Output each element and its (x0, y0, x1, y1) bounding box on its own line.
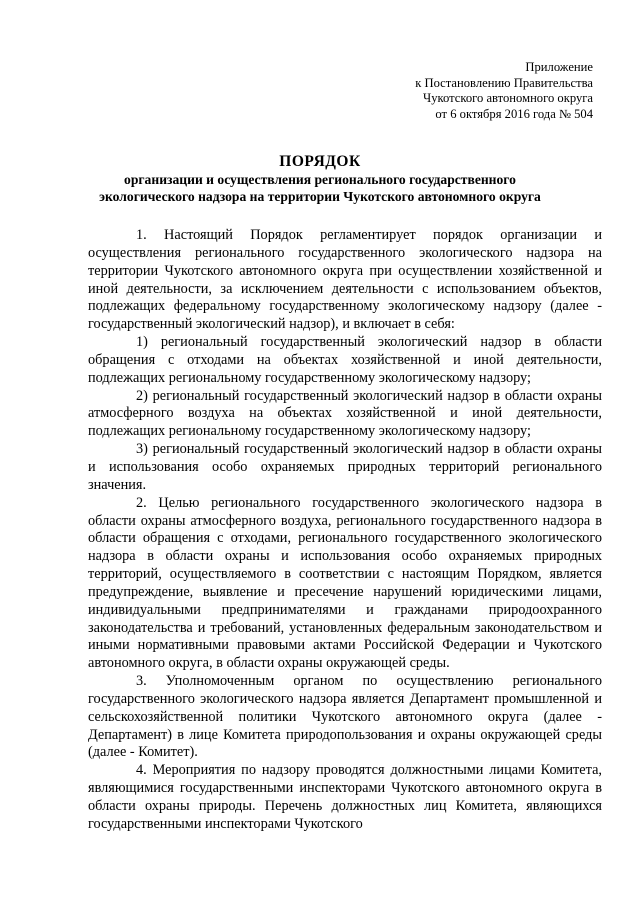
title-subtitle-line-1: организации и осуществления регионального государственного (124, 172, 516, 187)
paragraph-4: 4. Мероприятия по надзору проводятся должностными лицами Комитета, являющимися государственными инспекторами Чукотского автономного округа в области охраны природы. Перечень должностных лиц Комитета, являющихся государственными инспекторами Чукотского (88, 762, 602, 832)
paragraph-1-item-3: 3) региональный государственный экологический надзор в области охраны и использования особо охраняемых природных территорий регионального значения. (88, 441, 602, 493)
appendix-region: Чукотского автономного округа (423, 91, 593, 106)
paragraph-1-item-1: 1) региональный государственный экологический надзор в области обращения с отходами на объектах хозяйственной и иной деятельности, подлежащих региональному государственному экологическому надзору; (88, 334, 602, 386)
appendix-resolution-ref: к Постановлению Правительства (415, 75, 593, 90)
title-main: ПОРЯДОК (279, 153, 361, 170)
paragraph-1-item-2: 2) региональный государственный экологический надзор в области охраны атмосферного воздуха на объектах хозяйственной и иной деятельности, подлежащих региональному государственному экологическому надзору; (88, 387, 602, 440)
appendix-header (333, 60, 593, 122)
paragraph-1: 1. Настоящий Порядок регламентирует порядок организации и осуществления регионального государственного экологического надзора на территории Чукотского автономного округа при осуществлении хозяйственной и иной деятельности, за исключением деятельности с использованием объектов, подлежащих федеральному государственному экологическому надзору (далее - государственный экологический надзор), и включает в себя: (88, 227, 602, 333)
document-title (60, 152, 580, 205)
paragraph-2: 2. Целью регионального государственного экологического надзора в области охраны атмосферного воздуха, регионального государственного надзора в области обращения с отходами, регионального государственного экологического надзора в области охраны и использования особо охраняемых природных территорий, осуществляемого в соответствии с настоящим Порядком, является предупреждение, выявление и пресечение нарушений юридическими лицами, индивидуальными предпринимателями и гражданами природоохранного законодательства и требований, установленных федеральным законодательством и иными нормативными правовыми актами Российской Федерации и Чукотского автономного округа, в области охраны окружающей среды. (88, 494, 602, 672)
title-subtitle-line-2: экологического надзора на территории Чукотского автономного округа (99, 189, 541, 204)
paragraph-3: 3. Уполномоченным органом по осуществлению регионального государственного экологического надзора является Департамент промышленной и сельскохозяйственной политики Чукотского автономного округа (далее - Департамент) в лице Комитета природопользования и охраны окружающей среды (далее - Комитет). (88, 673, 602, 761)
document-body (88, 227, 602, 834)
appendix-date-number: от 6 октября 2016 года № 504 (435, 106, 593, 121)
appendix-label: Приложение (525, 60, 593, 74)
